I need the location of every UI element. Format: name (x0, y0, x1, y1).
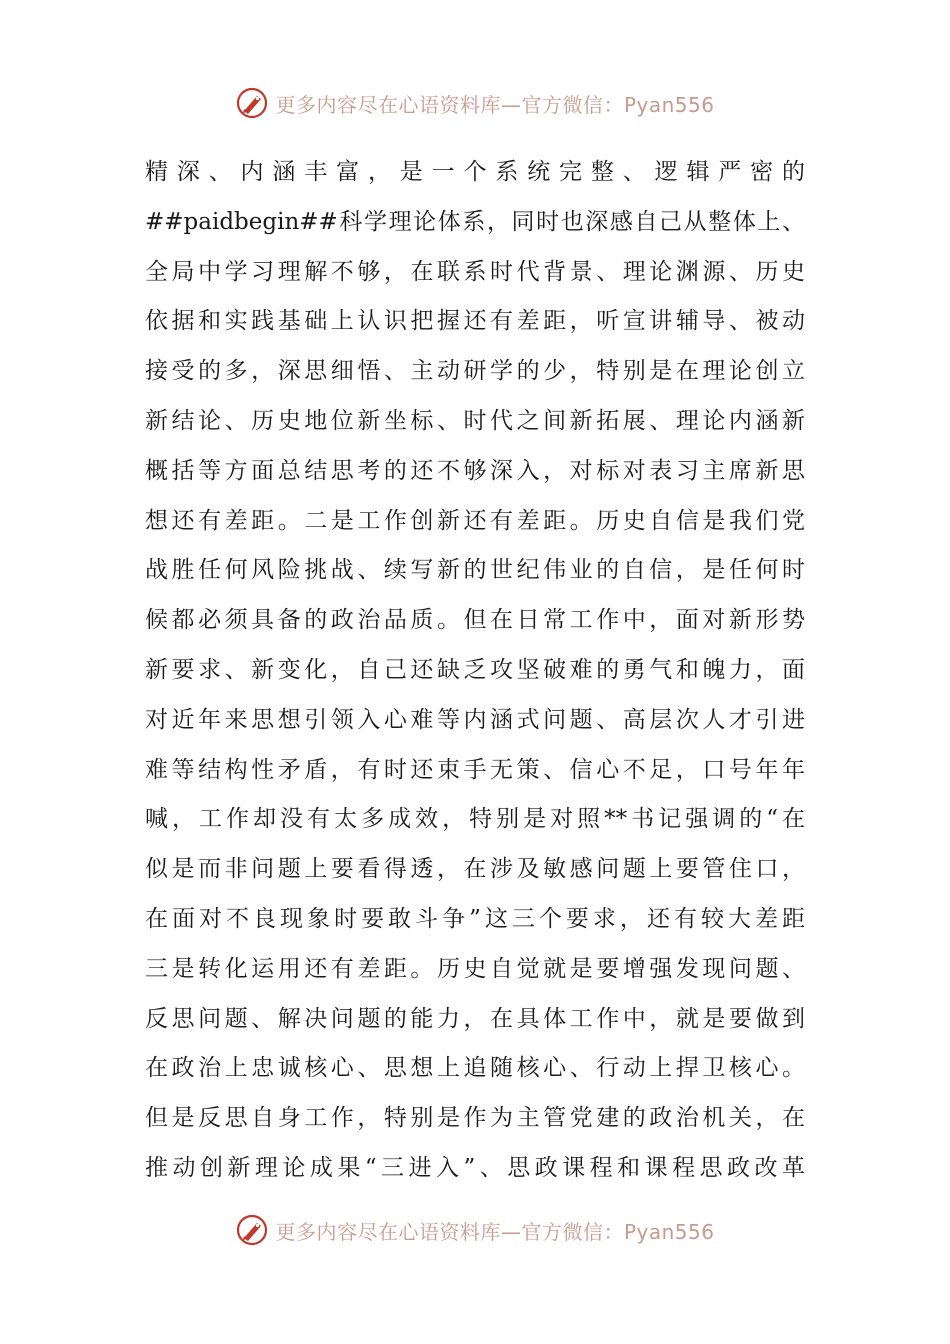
text-line: 新结论、历史地位新坐标、时代之间新拓展、理论内涵新 (145, 407, 805, 434)
text-line: 但是反思自身工作，特别是作为主管党建的政治机关，在 (145, 1105, 805, 1132)
text-line: 反思问题、解决问题的能力，在具体工作中，就是要做到 (145, 1005, 805, 1032)
text-line: 全局中学习理解不够，在联系时代背景、理论渊源、历史 (145, 258, 805, 285)
header-banner (0, 83, 950, 123)
text-line: 难等结构性矛盾，有时还束手无策、信心不足，口号年年 (145, 756, 805, 783)
text-line: 三是转化运用还有差距。历史自觉就是要增强发现问题、 (145, 955, 805, 982)
text-line: 对近年来思想引领入心难等内涵式问题、高层次人才引进 (145, 706, 805, 733)
footer-banner-text: 更多内容尽在心语资料库—官方微信：Pyan556 (275, 1219, 715, 1244)
footer-banner (0, 1210, 950, 1250)
text-line: ##paidbegin##科学理论体系，同时也深感自己从整体上、 (145, 208, 805, 235)
text-line: 依据和实践基础上认识把握还有差距，听宣讲辅导、被动 (145, 308, 805, 335)
text-line: 在面对不良现象时要敢斗争”这三个要求，还有较大差距 (145, 905, 805, 932)
text-line: 精深、内涵丰富，是一个系统完整、逻辑严密的 (145, 159, 805, 185)
header-banner-text: 更多内容尽在心语资料库—官方微信：Pyan556 (275, 92, 715, 117)
text-line: 推动创新理论成果“三进入”、思政课程和课程思政改革 (145, 1154, 805, 1181)
pen-nib-logo-icon (235, 1213, 269, 1247)
text-line: 候都必须具备的政治品质。但在日常工作中，面对新形势 (145, 607, 805, 634)
text-line: 喊，工作却没有太多成效，特别是对照**书记强调的“在 (145, 806, 805, 833)
text-line: 接受的多，深思细悟、主动研学的少，特别是在理论创立 (145, 358, 805, 385)
text-line: 战胜任何风险挑战、续写新的世纪伟业的自信，是任何时 (145, 557, 805, 584)
pen-nib-logo-icon (235, 86, 269, 120)
text-line: 想还有差距。二是工作创新还有差距。历史自信是我们党 (145, 507, 805, 534)
document-body (145, 148, 805, 1194)
text-line: 在政治上忠诚核心、思想上追随核心、行动上捍卫核心。 (145, 1055, 805, 1082)
text-line: 概括等方面总结思考的还不够深入，对标对表习主席新思 (145, 457, 805, 484)
text-line: 似是而非问题上要看得透，在涉及敏感问题上要管住口， (145, 856, 805, 883)
text-line: 新要求、新变化，自己还缺乏攻坚破难的勇气和魄力，面 (145, 656, 805, 683)
